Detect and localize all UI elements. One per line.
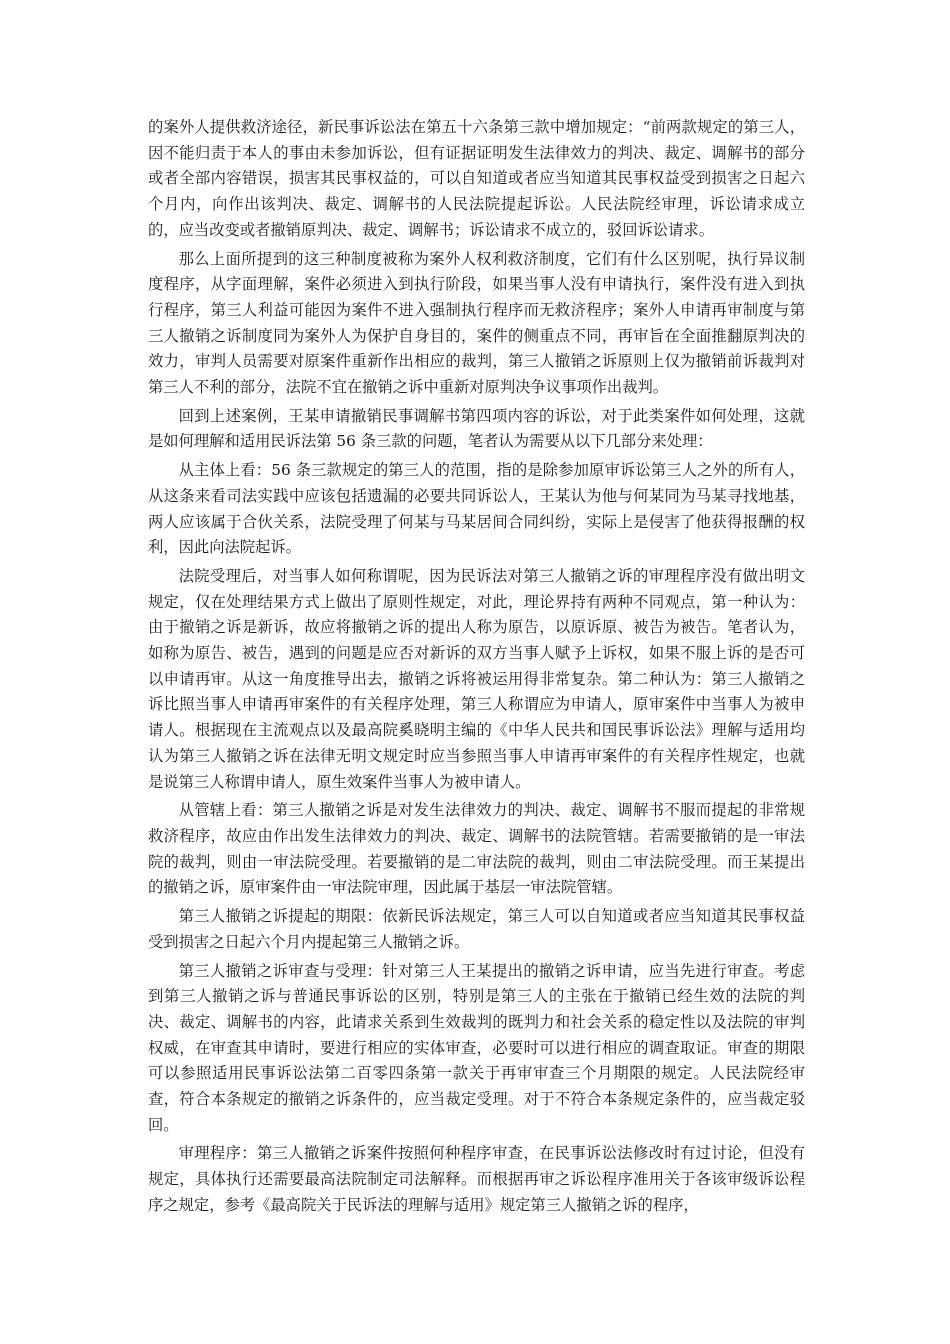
paragraph-4: 从主体上看：56 条三款规定的第三人的范围，指的是除参加原审诉讼第三人之外的所有人，从这条来看司法实践中应该包括遗漏的必要共同诉讼人，王某认为他与何某同为马某寻找地基，两人应该属于合伙关系，法院受理了何某与马某居间合同纠纷，实际上是侵害了他获得报酬的权利，因此向法院起诉。 (148, 461, 805, 557)
paragraph-7: 第三人撤销之诉提起的期限：依新民诉法规定，第三人可以自知道或者应当知道其民事权益受到损害之日起六个月内提起第三人撤销之诉。 (148, 907, 805, 951)
paragraph-9: 审理程序：第三人撤销之诉案件按照何种程序审查，在民事诉讼法修改时有过讨论，但没有规定，具体执行还需要最高法院制定司法解释。而根据再审之诉讼程序准用关于各该审级诉讼程序之规定，参考《最高院关于民诉法的理解与适用》规定第三人撤销之诉的程序， (148, 1144, 805, 1214)
paragraph-1: 的案外人提供救济途径，新民事诉讼法在第五十六条第三款中增加规定：“前两款规定的第三人，因不能归责于本人的事由未参加诉讼，但有证据证明发生法律效力的判决、裁定、调解书的部分或者全部内容错误，损害其民事权益的，可以自知道或者应当知道其民事权益受到损害之日起六个月内，向作出该判决、裁定、调解书的人民法院提起诉讼。人民法院经审理，诉讼请求成立的，应当改变或者撤销原判决、裁定、调解书；诉讼请求不成立的，驳回诉讼请求。 (148, 118, 805, 239)
paragraph-6: 从管辖上看：第三人撤销之诉是对发生法律效力的判决、裁定、调解书不服而提起的非常规救济程序，故应由作出发生法律效力的判决、裁定、调解书的法院管辖。若需要撤销的是一审法院的裁判，则由一审法院受理。若要撤销的是二审法院的裁判，则由二审法院受理。而王某提出的撤销之诉，原审案件由一审法院审理，因此属于基层一审法院管辖。 (148, 801, 805, 897)
paragraph-2: 那么上面所提到的这三种制度被称为案外人权利救济制度，它们有什么区别呢，执行异议制度程序，从字面理解，案件必须进入到执行阶段，如果当事人没有申请执行，案件没有进入到执行程序，第三人利益可能因为案件不进入强制执行程序而无救济程序；案外人申请再审制度与第三人撤销之诉制度同为案外人为保护自身目的，案件的侧重点不同，再审旨在全面推翻原判决的效力，审判人员需要对原案件重新作出相应的裁判，第三人撤销之诉原则上仅为撤销前诉裁判对第三人不利的部分，法院不宜在撤销之诉中重新对原判决争议事项作出裁判。 (148, 249, 805, 397)
document-body (148, 115, 805, 1222)
paragraph-8: 第三人撤销之诉审查与受理：针对第三人王某提出的撤销之诉申请，应当先进行审查。考虑到第三人撤销之诉与普通民事诉讼的区别，特别是第三人的主张在于撤销已经生效的法院的判决、裁定、调解书的内容，此请求关系到生效裁判的既判力和社会关系的稳定性以及法院的审判权威，在审查其申请时，要进行相应的实体审查，必要时可以进行相应的调查取证。审查的期限可以参照适用民事诉讼法第二百零四条第一款关于再审审查三个月期限的规定。人民法院经审查，符合本条规定的撤销之诉条件的，应当裁定受理。对于不符合本条规定条件的，应当裁定驳回。 (148, 961, 805, 1134)
paragraph-3: 回到上述案例，王某申请撤销民事调解书第四项内容的诉讼，对于此类案件如何处理，这就是如何理解和适用民诉法第 56 条三款的问题，笔者认为需要从以下几部分来处理： (148, 406, 805, 451)
paragraph-5: 法院受理后，对当事人如何称谓呢，因为民诉法对第三人撤销之诉的审理程序没有做出明文规定，仅在处理结果方式上做出了原则性规定，对此，理论界持有两种不同观点，第一种认为：由于撤销之诉是新诉，故应将撤销之诉的提出人称为原告，以原诉原、被告为被告。笔者认为，如称为原告、被告，遇到的问题是应否对新诉的双方当事人赋予上诉权，如果不服上诉的是否可以申请再审。从这一角度推导出去，撤销之诉将被运用得非常复杂。第二种认为：第三人撤销之诉比照当事人申请再审案件的有关程序处理，第三人称谓应为申请人，原审案件中当事人为被申请人。根据现在主流观点以及最高院奚晓明主编的《中华人民共和国民事诉讼法》理解与适用均认为第三人撤销之诉在法律无明文规定时应当参照当事人申请再审案件的有关程序性规定，也就是说第三人称谓申请人，原生效案件当事人为被申请人。 (148, 566, 805, 791)
